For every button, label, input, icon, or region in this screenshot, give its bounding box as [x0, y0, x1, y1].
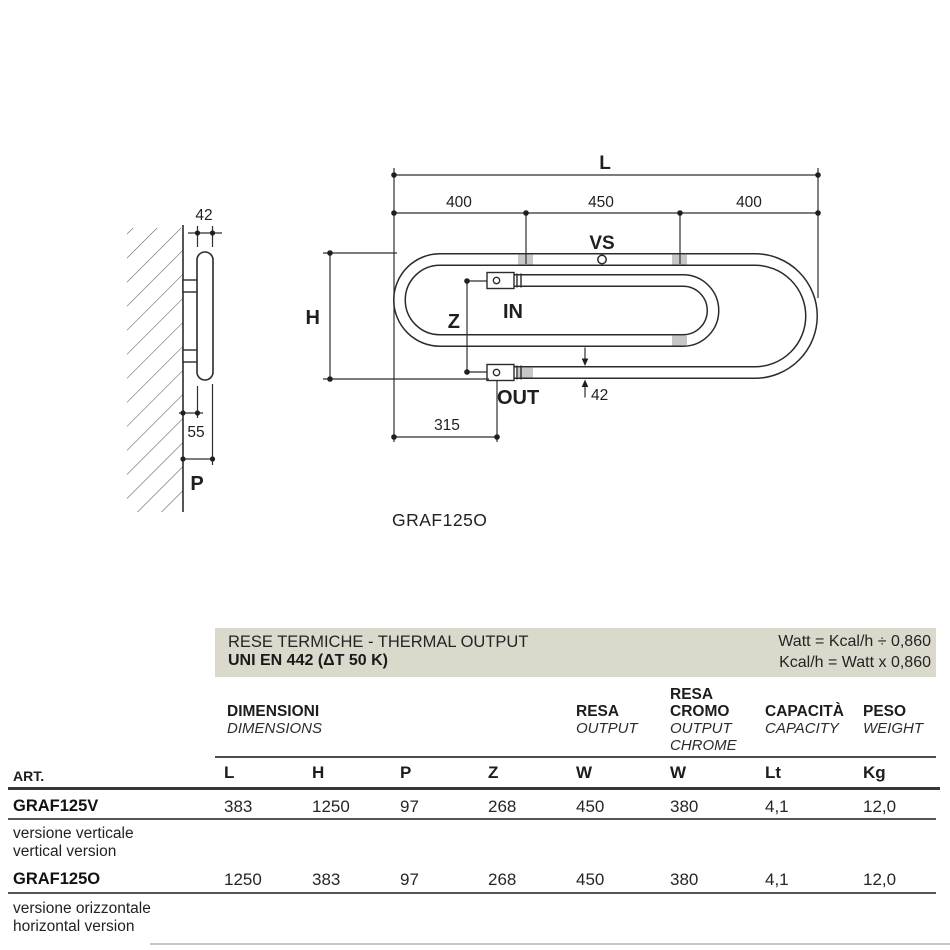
group-capacity-it: CAPACITÀ: [765, 703, 844, 720]
dim-dot: [180, 456, 185, 461]
group-dimensions-en: DIMENSIONS: [227, 720, 323, 737]
row2-description: [13, 900, 151, 935]
unit-L: L: [224, 763, 235, 782]
row1-L: 383: [224, 797, 253, 816]
wall-bracket-bottom: [183, 350, 198, 362]
row2-L: 1250: [224, 870, 262, 889]
dim-dot: [195, 410, 200, 415]
radiator-tube-core: [400, 260, 812, 373]
row2-P: 97: [400, 870, 419, 889]
band-subtitle: UNI EN 442 (ΔT 50 K): [228, 652, 388, 669]
unit-H: H: [312, 763, 325, 782]
row1-desc-en: vertical version: [13, 842, 117, 860]
unit-Z: Z: [488, 763, 499, 782]
arrowhead-down: [582, 359, 589, 367]
rule-below-row1: [8, 818, 936, 820]
group-capacity-en: CAPACITY: [765, 720, 839, 737]
dim-42-front-label: 42: [591, 387, 609, 404]
row1-Kg: 12,0: [863, 797, 897, 816]
rule-below-row2: [8, 892, 936, 894]
group-output-chrome: [670, 686, 744, 754]
vs-vent-circle: [598, 255, 606, 263]
tube-profile: [197, 252, 213, 380]
unit-W-output: W: [576, 763, 593, 782]
row2-Lt: 4,1: [765, 870, 789, 889]
group-weight-en: WEIGHT: [863, 720, 923, 737]
bracket-pads: [518, 255, 687, 378]
dim-dot: [210, 230, 215, 235]
row2-H: 383: [312, 870, 341, 889]
group-dimensions-it: DIMENSIONI: [227, 703, 320, 720]
thermal-output-band: [215, 628, 936, 677]
group-capacity: [765, 703, 844, 737]
band-formula-1: Watt = Kcal/h ÷ 0,860: [778, 633, 931, 650]
dim-42-side-label: 42: [195, 207, 213, 224]
row1-Z: 268: [488, 797, 517, 816]
unit-P: P: [400, 763, 412, 782]
dim-dot: [180, 410, 185, 415]
wall-hatching: [127, 228, 183, 512]
arrowhead-up: [582, 380, 589, 388]
group-dimensions: [227, 703, 322, 737]
dim-400-right-label: 400: [736, 194, 762, 211]
wall-bracket-top: [183, 280, 198, 292]
dim-p-label: P: [190, 473, 204, 495]
row2-W: 450: [576, 870, 605, 889]
band-formula-2: Kcal/h = Watt x 0,860: [779, 654, 931, 671]
unit-Lt: Lt: [765, 763, 782, 782]
band-title: RESE TERMICHE - THERMAL OUTPUT: [228, 633, 529, 651]
dim-42-side-lines: [188, 226, 222, 247]
art-column-label: ART.: [13, 768, 45, 784]
group-output: [576, 703, 638, 737]
row1-P: 97: [400, 797, 419, 816]
out-label: OUT: [497, 387, 540, 409]
in-label: IN: [503, 301, 523, 323]
row1-description: [13, 825, 134, 860]
diagram-caption: GRAF125O: [392, 510, 488, 530]
group-weight-it: PESO: [863, 703, 907, 720]
front-view-diagram: [280, 140, 880, 460]
dim-55-label: 55: [187, 424, 205, 441]
unit-W-chrome: W: [670, 763, 687, 782]
dim-450-label: 450: [588, 194, 614, 211]
dim-dot: [210, 456, 215, 461]
h-label: H: [305, 307, 320, 329]
vs-label: VS: [589, 233, 615, 254]
side-view-diagram: [110, 185, 275, 505]
rule-below-units: [8, 787, 940, 790]
group-output-en: OUTPUT: [576, 720, 638, 737]
unit-Kg: Kg: [863, 763, 886, 782]
row2-art: GRAF125O: [13, 870, 101, 888]
dim-400-left-label: 400: [446, 194, 472, 211]
group-output-chrome-it: RESA CROMO: [670, 686, 730, 720]
z-label: Z: [447, 311, 460, 333]
row2-desc-it: versione orizzontale: [13, 900, 151, 917]
row1-Lt: 4,1: [765, 797, 789, 816]
group-output-it: RESA: [576, 703, 620, 720]
row1-W: 450: [576, 797, 605, 816]
rule-above-units: [215, 756, 936, 758]
group-output-chrome-en: OUTPUT CHROME: [670, 720, 737, 754]
dim-dot: [195, 230, 200, 235]
dim-l-label: L: [599, 153, 611, 174]
row2-W-chrome: 380: [670, 870, 699, 889]
row2-desc-en: horizontal version: [13, 917, 135, 935]
row2-Kg: 12,0: [863, 870, 897, 889]
row1-W-chrome: 380: [670, 797, 699, 816]
group-weight: [863, 703, 923, 737]
dim-315-label: 315: [434, 417, 460, 434]
row1-art: GRAF125V: [13, 797, 99, 815]
row1-desc-it: versione verticale: [13, 825, 134, 842]
rule-bottom-faint: [150, 943, 950, 945]
row2-Z: 268: [488, 870, 517, 889]
row1-H: 1250: [312, 797, 350, 816]
